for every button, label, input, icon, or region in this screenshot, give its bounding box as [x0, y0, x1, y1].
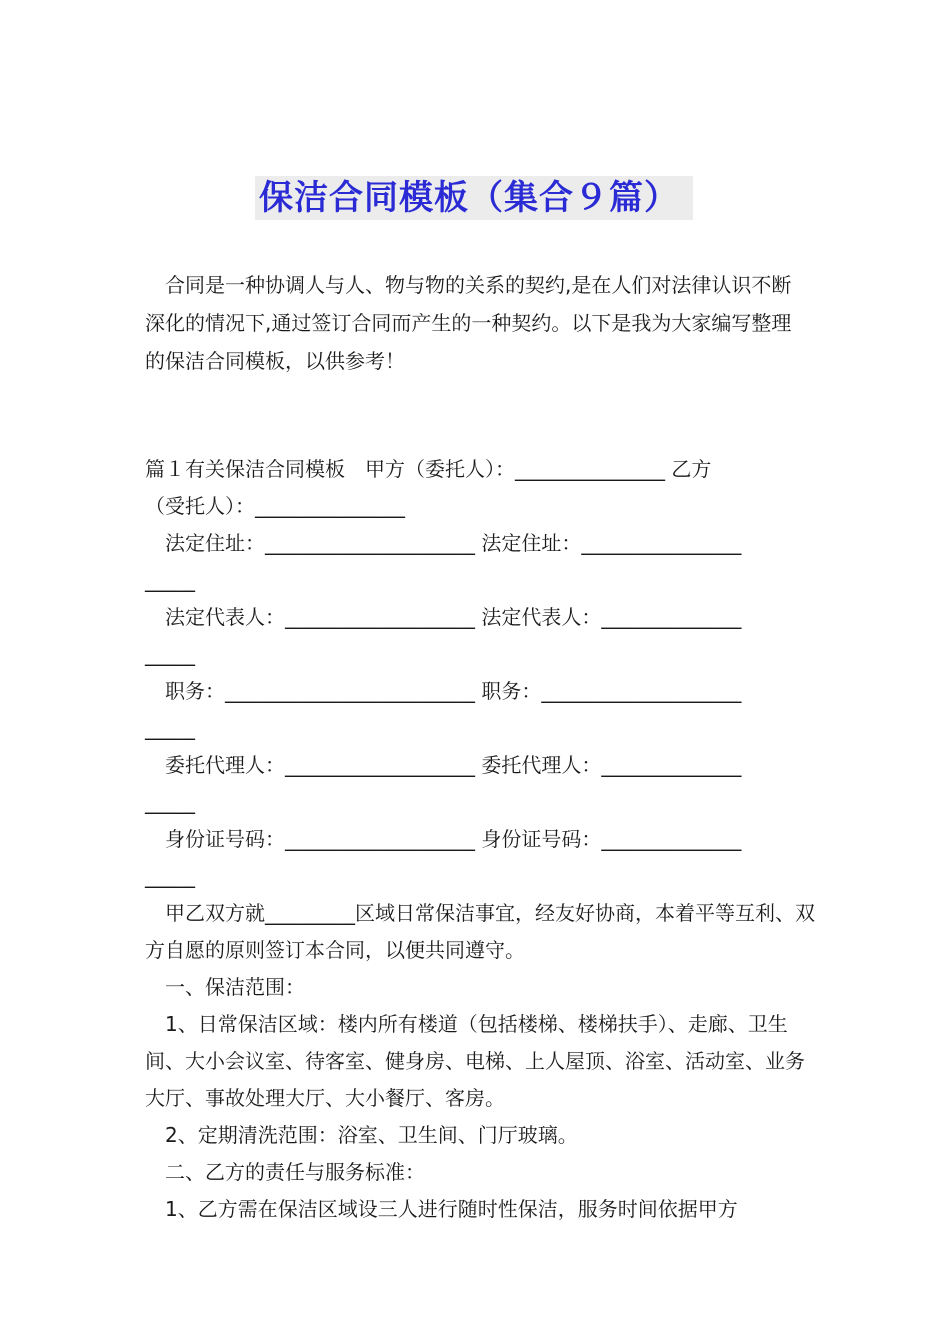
section-heading-line — [145, 451, 815, 488]
clause-section-1-heading: 一、保洁范围： — [165, 975, 305, 999]
clause-1-1: 1、日常保洁区域：楼内所有楼道（包括楼梯、楼梯扶手）、走廊、卫生间、大小会议室、待客室、健身房、电梯、上人屋顶、浴室、活动室、业务大厅、事故处理大厅、大小餐厅、客房。 — [145, 1012, 805, 1110]
party-line-1: 甲方（委托人）：_______________ 乙方 — [365, 457, 712, 481]
field-position: 职务：_________________________ 职务：____________________ — [165, 679, 742, 703]
field-id-number: 身份证号码：___________________ 身份证号码：______________ — [165, 827, 742, 851]
contract-body — [145, 451, 815, 1228]
document-title: 保洁合同模板（集合９篇） — [255, 176, 693, 220]
field-agent-tail: _____ — [145, 790, 195, 814]
field-legal-rep-tail: _____ — [145, 642, 195, 666]
clause-section-2-heading: 二、乙方的责任与服务标准： — [165, 1160, 425, 1184]
field-address: 法定住址：_____________________ 法定住址：________________ — [165, 531, 742, 555]
field-id-number-tail: _____ — [145, 864, 195, 888]
field-position-tail: _____ — [145, 716, 195, 740]
intro-paragraph — [145, 266, 810, 380]
clause-2-1: 1、乙方需在保洁区域设三人进行随时性保洁，服务时间依据甲方 — [165, 1197, 738, 1221]
field-agent: 委托代理人：___________________ 委托代理人：______________ — [165, 753, 742, 777]
party-line-2: （受托人）：_______________ — [145, 494, 405, 518]
field-address-tail: _____ — [145, 568, 195, 592]
title-container — [0, 176, 950, 220]
intro-text: 合同是一种协调人与人、物与物的关系的契约,是在人们对法律认识不断深化的情况下,通过签订合同而产生的一种契约。以下是我为大家编写整理的保洁合同模板，以供参考！ — [145, 273, 792, 373]
clause-1-2: 2、定期清洗范围：浴室、卫生间、门厅玻璃。 — [165, 1123, 578, 1147]
section-heading: 篇１有关保洁合同模板 — [145, 457, 345, 481]
field-legal-rep: 法定代表人：___________________ 法定代表人：______________ — [165, 605, 742, 629]
clause-preamble: 甲乙双方就_________区域日常保洁事宜，经友好协商，本着平等互利、双方自愿的原则签订本合同，以便共同遵守。 — [145, 901, 815, 962]
